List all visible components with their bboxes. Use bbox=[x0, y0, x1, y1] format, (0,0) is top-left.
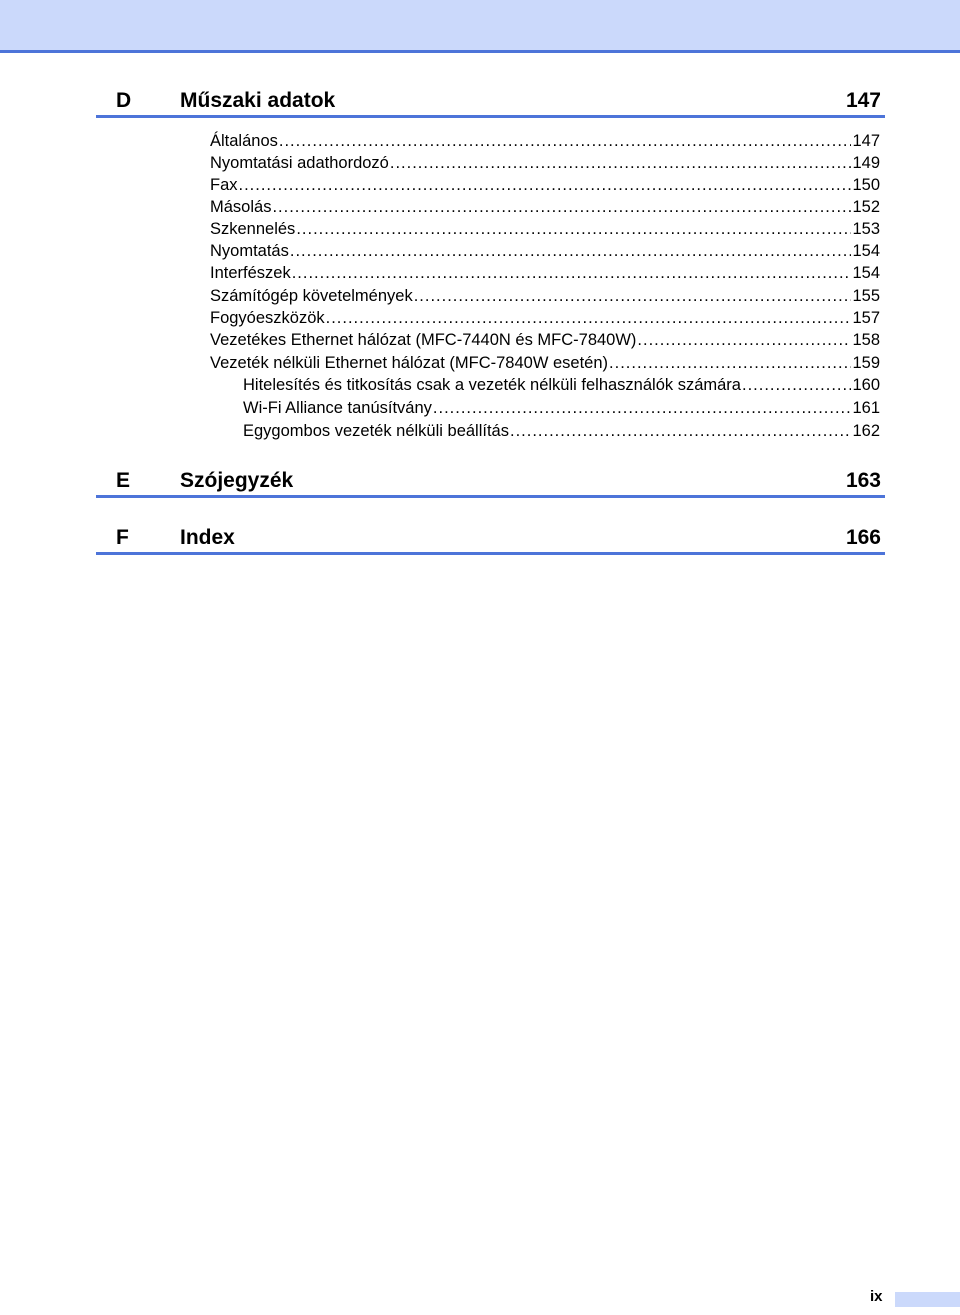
dot-leader bbox=[272, 196, 851, 218]
toc-entry-page: 154 bbox=[852, 264, 880, 282]
chapter-heading-f[interactable] bbox=[96, 527, 885, 555]
toc-entry-page: 157 bbox=[852, 309, 880, 327]
header-banner bbox=[0, 0, 960, 53]
toc-entry[interactable] bbox=[210, 307, 880, 329]
toc-entry-page: 153 bbox=[852, 220, 880, 238]
toc-subentry[interactable] bbox=[243, 374, 880, 396]
dot-leader bbox=[414, 285, 852, 307]
toc-entry-text: Nyomtatási adathordozó bbox=[210, 154, 389, 172]
toc-entry-text: Vezetékes Ethernet hálózat (MFC-7440N és MFC-7840W) bbox=[210, 331, 637, 349]
toc-entry-page: 149 bbox=[852, 154, 880, 172]
toc-entry[interactable] bbox=[210, 130, 880, 152]
toc-entry[interactable] bbox=[210, 152, 880, 174]
chapter-letter: E bbox=[116, 469, 131, 492]
dot-leader bbox=[292, 262, 852, 284]
chapter-title: Műszaki adatok bbox=[180, 89, 336, 112]
chapter-page: 147 bbox=[845, 89, 881, 112]
toc-entry-text: Interfészek bbox=[210, 264, 291, 282]
toc-entry[interactable] bbox=[210, 240, 880, 262]
dot-leader bbox=[296, 218, 851, 240]
chapter-heading-e[interactable] bbox=[96, 470, 885, 498]
toc-entry-page: 160 bbox=[852, 376, 880, 394]
dot-leader bbox=[290, 240, 852, 262]
chapter-page: 163 bbox=[845, 469, 881, 492]
dot-leader bbox=[510, 420, 851, 442]
dot-leader bbox=[279, 130, 852, 152]
dot-leader bbox=[390, 152, 852, 174]
toc-entry[interactable] bbox=[210, 218, 880, 240]
toc-entry-text: Hitelesítés és titkosítás csak a vezeték nélküli felhasználók számára bbox=[243, 376, 741, 394]
toc-entry-page: 152 bbox=[852, 198, 880, 216]
toc-entry[interactable] bbox=[210, 174, 880, 196]
toc-entry[interactable] bbox=[210, 285, 880, 307]
chapter-letter: D bbox=[116, 89, 132, 112]
dot-leader bbox=[433, 397, 852, 419]
chapter-heading-d[interactable] bbox=[96, 90, 885, 118]
dot-leader bbox=[609, 352, 851, 374]
toc-entry-page: 159 bbox=[852, 354, 880, 372]
dot-leader bbox=[637, 329, 851, 351]
dot-leader bbox=[239, 174, 852, 196]
toc-entry-text: Vezeték nélküli Ethernet hálózat (MFC-7840W esetén) bbox=[210, 354, 609, 372]
toc-entry-text: Nyomtatás bbox=[210, 242, 289, 260]
toc-entry-page: 154 bbox=[852, 242, 880, 260]
dot-leader bbox=[742, 374, 851, 396]
chapter-page: 166 bbox=[845, 526, 881, 549]
toc-entry-page: 161 bbox=[852, 399, 880, 417]
toc-subentry[interactable] bbox=[243, 420, 880, 442]
toc-entry[interactable] bbox=[210, 352, 880, 374]
toc-entry[interactable] bbox=[210, 262, 880, 284]
toc-entry-page: 150 bbox=[852, 176, 880, 194]
toc-subentry[interactable] bbox=[243, 397, 880, 419]
chapter-title: Index bbox=[180, 526, 235, 549]
toc-entry-text: Általános bbox=[210, 132, 278, 150]
toc-entry-text: Fax bbox=[210, 176, 238, 194]
page-tab bbox=[895, 1292, 960, 1307]
toc-entry[interactable] bbox=[210, 196, 880, 218]
toc-entry-text: Szkennelés bbox=[210, 220, 296, 238]
chapter-letter: F bbox=[116, 526, 129, 549]
chapter-title: Szójegyzék bbox=[180, 469, 294, 492]
toc-entry-page: 147 bbox=[852, 132, 880, 150]
toc-entry-text: Egygombos vezeték nélküli beállítás bbox=[243, 422, 509, 440]
toc-entry[interactable] bbox=[210, 329, 880, 351]
toc-entry-page: 155 bbox=[852, 287, 880, 305]
toc-entry-text: Számítógép követelmények bbox=[210, 287, 413, 305]
toc-entry-page: 158 bbox=[852, 331, 880, 349]
toc-entry-text: Másolás bbox=[210, 198, 272, 216]
toc-entry-text: Wi-Fi Alliance tanúsítvány bbox=[243, 399, 432, 417]
toc-entry-text: Fogyóeszközök bbox=[210, 309, 325, 327]
page-number: ix bbox=[870, 1288, 883, 1305]
dot-leader bbox=[326, 307, 852, 329]
toc-entry-page: 162 bbox=[852, 422, 880, 440]
